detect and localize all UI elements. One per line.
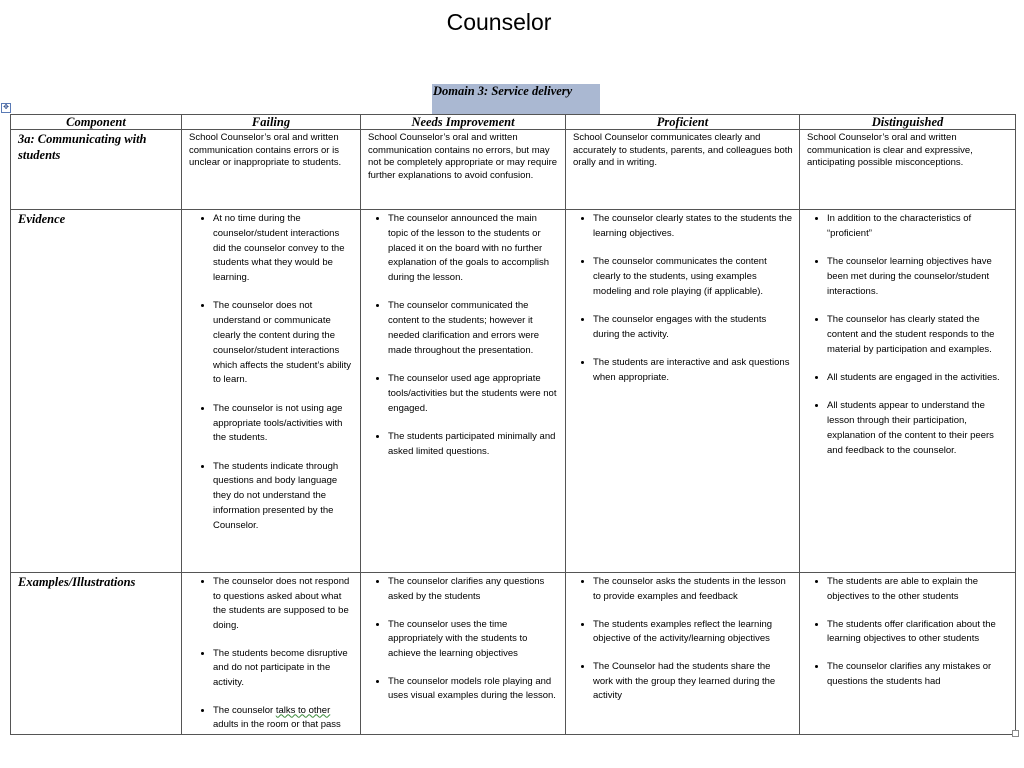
list-item: • The counselor asks the students in the lesson to provide examples and feedback <box>593 575 793 604</box>
failing-description: School Counselor’s oral and written communication contains errors or is unclear or inappropriate to students. <box>182 130 361 210</box>
list-item: • The students are interactive and ask questions when appropriate. <box>593 356 793 386</box>
list-item: • The counselor clarifies any mistakes or questions the students had <box>827 660 1009 689</box>
list-item: • The Counselor had the students share the work with the group they learned during the activity <box>593 660 793 704</box>
evidence-proficient-list <box>566 210 799 386</box>
list-item: • At no time during the counselor/student interactions did the counselor convey to the students what they would be learning. <box>213 212 354 286</box>
list-item: • The counselor communicates the content clearly to the students, using examples modeling and role playing (if applicable). <box>593 255 793 299</box>
list-item: • The students are able to explain the objectives to the other students <box>827 575 1009 604</box>
evidence-label: Evidence <box>11 210 182 573</box>
list-item: • In addition to the characteristics of “proficient” <box>827 212 1009 242</box>
evidence-failing-list <box>182 210 360 534</box>
examples-failing-list <box>182 573 360 733</box>
list-item: • The students participated minimally and asked limited questions. <box>388 430 559 460</box>
examples-row <box>11 573 1016 735</box>
list-item: • The counselor is not using age appropriate tools/activities with the students. <box>213 402 354 446</box>
move-arrows-icon[interactable]: ✥ <box>1 103 11 113</box>
evidence-distinguished-list <box>800 210 1015 458</box>
component-row <box>11 130 1016 210</box>
list-item: • The counselor has clearly stated the content and the student responds to the material by participation and examples. <box>827 313 1009 357</box>
examples-failing-cell <box>182 573 361 735</box>
list-item: • The students indicate through questions and body language they do not understand the information presented by the Counselor. <box>213 460 354 534</box>
evidence-failing-cell <box>182 210 361 573</box>
header-distinguished: Distinguished <box>800 115 1016 130</box>
page-title: Counselor <box>446 9 552 35</box>
list-item: • The counselor clearly states to the students the learning objectives. <box>593 212 793 242</box>
list-item: • The counselor does not respond to questions asked about what the students are supposed to be doing. <box>213 575 354 633</box>
list-item: • The counselor talks to other adults in the room or that pass <box>213 704 354 733</box>
list-item: • The counselor engages with the students during the activity. <box>593 313 793 343</box>
distinguished-description: School Counselor’s oral and written communication is clear and expressive, anticipating possible misconceptions. <box>800 130 1016 210</box>
list-item: • The students become disruptive and do not participate in the activity. <box>213 647 354 691</box>
list-item: • The counselor communicated the content to the students; however it needed clarification and errors were made throughout the presentation. <box>388 299 559 358</box>
proficient-description: School Counselor communicates clearly and accurately to students, parents, and colleagues both orally and in writing. <box>566 130 800 210</box>
examples-distinguished-cell <box>800 573 1016 735</box>
spellcheck-underline: talks to other <box>275 704 331 716</box>
header-component: Component <box>11 115 182 130</box>
list-item: • All students appear to understand the lesson through their participation, explanation of the content to their peers and feedback to the counselor. <box>827 399 1009 458</box>
list-item: • The counselor clarifies any questions asked by the students <box>388 575 559 604</box>
list-item: • The counselor models role playing and uses visual examples during the lesson. <box>388 675 559 704</box>
header-proficient: Proficient <box>566 115 800 130</box>
examples-needs-improvement-cell <box>361 573 566 735</box>
list-item: • The students examples reflect the learning objective of the activity/learning objectives <box>593 618 793 647</box>
list-item: • The counselor learning objectives have been met during the counselor/student interactions. <box>827 255 1009 299</box>
evidence-distinguished-cell <box>800 210 1016 573</box>
header-needs-improvement: Needs Improvement <box>361 115 566 130</box>
domain-banner-label: Domain 3: Service delivery <box>433 84 573 98</box>
examples-needs-improvement-list <box>361 573 565 704</box>
examples-distinguished-list <box>800 573 1015 689</box>
rubric-table <box>10 114 1016 735</box>
component-label: 3a: Communicating with students <box>11 130 182 210</box>
evidence-needs-improvement-list <box>361 210 565 460</box>
header-failing: Failing <box>182 115 361 130</box>
evidence-needs-improvement-cell <box>361 210 566 573</box>
list-item: • All students are engaged in the activities. <box>827 371 1009 386</box>
examples-proficient-cell <box>566 573 800 735</box>
needs-improvement-description: School Counselor’s oral and written communication contains no errors, but may not be completely appropriate or may require further explanations to avoid confusion. <box>361 130 566 210</box>
list-item: • The counselor used age appropriate tools/activities but the students were not engaged. <box>388 372 559 416</box>
list-item: • The counselor uses the time appropriately with the students to achieve the learning objectives <box>388 618 559 662</box>
domain-banner <box>432 84 600 114</box>
evidence-row <box>11 210 1016 573</box>
examples-label: Examples/Illustrations <box>11 573 182 735</box>
header-row <box>11 115 1016 130</box>
list-item: • The counselor announced the main topic of the lesson to the students or placed it on the board with no further explanation of the goals to accomplish during the lesson. <box>388 212 559 286</box>
resize-square-icon[interactable] <box>1012 730 1019 737</box>
list-item: • The counselor does not understand or communicate clearly the content during the counselor/student interactions which affects the student’s ability to learn. <box>213 299 354 388</box>
list-item: • The students offer clarification about the learning objectives to other students <box>827 618 1009 647</box>
examples-proficient-list <box>566 573 799 704</box>
evidence-proficient-cell <box>566 210 800 573</box>
